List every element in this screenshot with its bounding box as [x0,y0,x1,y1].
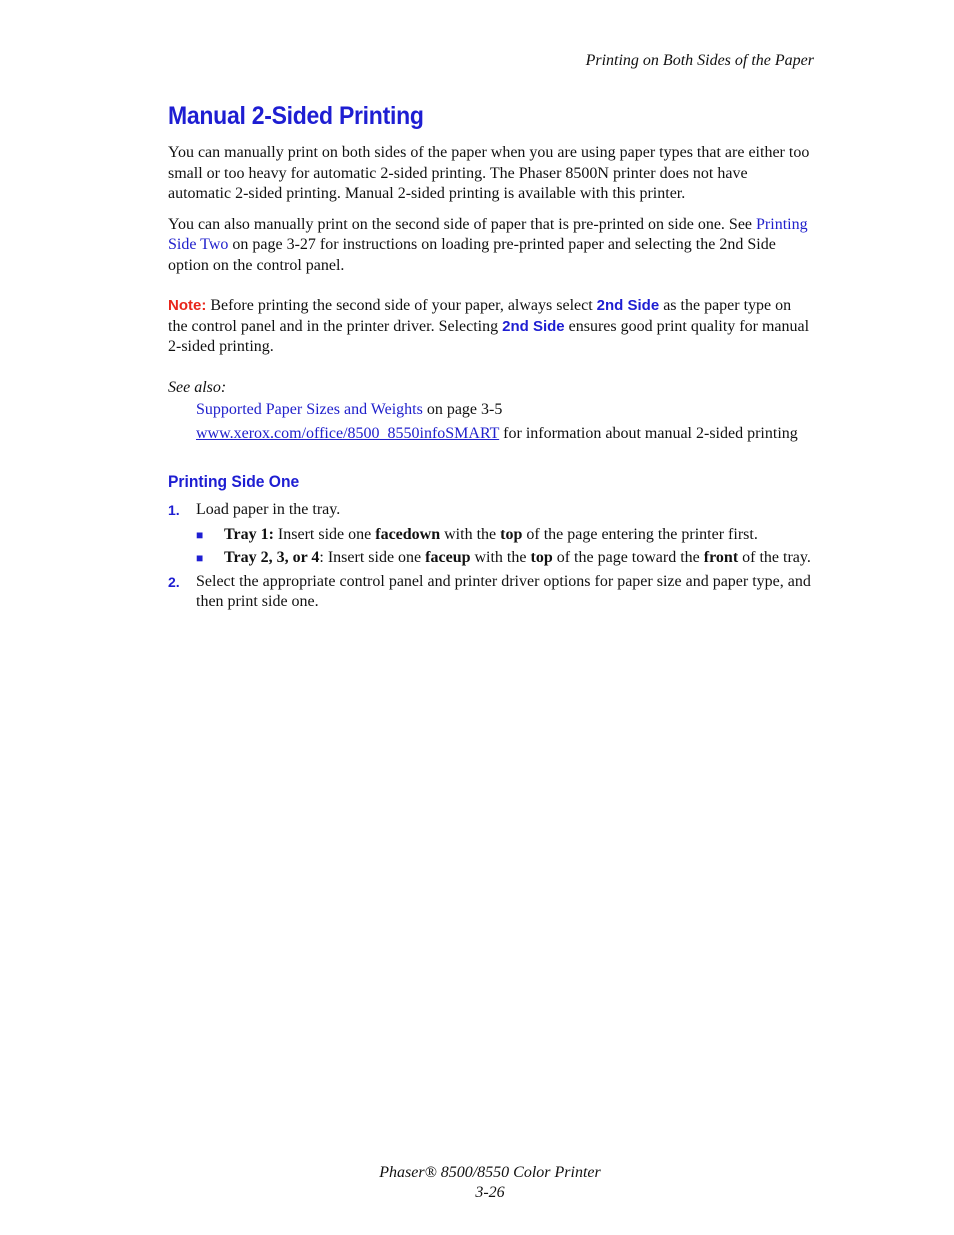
step-item [168,572,814,613]
bullet-text: Tray 2, 3, or 4: Insert side one faceup with the top of the page toward the front of the tray. [224,549,811,566]
step-item [168,500,814,521]
second-side-paragraph: You can also manually print on the second side of paper that is pre-printed on side one. See Printing Side Two on page 3-27 for instructions on loading pre-printed paper and selecting the 2nd Side option on the control panel. [168,215,808,274]
see-also-item: Supported Paper Sizes and Weights on page 3-5 [196,401,503,418]
printing-side-two-link[interactable]: Printing Side Two [168,215,808,253]
paper-sizes-link[interactable]: Supported Paper Sizes and Weights [196,401,423,418]
footer-page-number: 3-26 [475,1184,505,1201]
page-footer [0,1163,954,1203]
bullet-text: Tray 1: Insert side one facedown with the top of the page entering the printer first. [224,525,758,543]
intro-paragraph: You can manually print on both sides of the paper when you are using paper types that are either too small or too heavy for automatic 2-sided printing. The Phaser 8500N printer does not have automatic 2-sided printing. Manual 2-sided printing is available with this printer. [168,144,810,202]
bullet-item [196,548,814,569]
note-label: Note: [168,297,207,314]
ui-term-2nd-side: 2nd Side [502,317,565,335]
bullet-item [196,525,814,546]
square-bullet-icon: ■ [196,527,204,542]
running-header-title: Printing on Both Sides of the Paper [585,52,814,69]
note-paragraph: Note: Before printing the second side of your paper, always select 2nd Side as the paper type on the control panel and in the printer driver. Selecting 2nd Side ensures good print quality for manual 2-sided printing. [168,297,810,355]
see-also-item: www.xerox.com/office/8500_8550infoSMART for information about manual 2-sided printing [196,424,798,442]
see-also-label: See also: [168,378,227,396]
running-header [586,52,814,70]
step-text: Select the appropriate control panel and printer driver options for paper size and paper type, and then print side one. [196,572,811,610]
subsection-title: Printing Side One [168,472,300,491]
ui-term-2nd-side: 2nd Side [596,297,660,314]
see-also-list [196,400,814,444]
step-text: Load paper in the tray. [196,501,341,518]
step-number: 1. [168,502,180,518]
xerox-infosmart-link[interactable]: www.xerox.com/office/8500_8550infoSMART [196,424,500,442]
section-title: Manual 2-Sided Printing [168,102,424,130]
step-number: 2. [168,573,180,590]
tray-bullet-list [196,525,814,569]
square-bullet-icon: ■ [196,551,204,565]
page-content [168,100,814,617]
footer-product: Phaser® 8500/8550 Color Printer [379,1164,601,1181]
